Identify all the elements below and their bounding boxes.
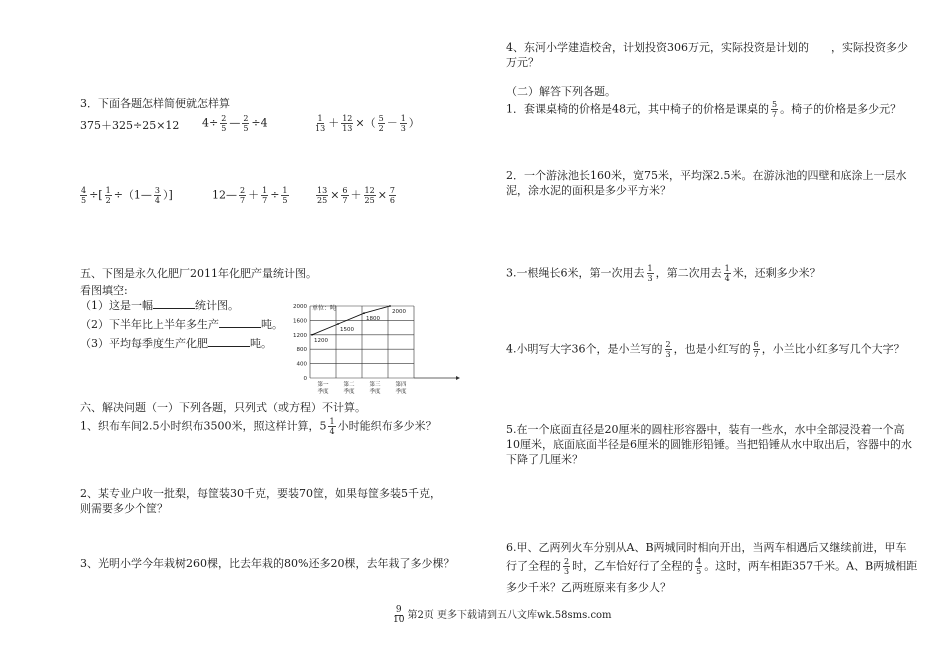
chart-x-labels [317,380,407,395]
chart-y-ticks [293,304,308,382]
chart-unit-label: 单位：吨 [312,305,337,312]
series-point [311,334,313,336]
expr-1a: 375＋325÷25×12 [80,119,180,132]
data-label: 1500 [340,327,354,333]
x-tick-label: 第一 [317,382,329,388]
data-label: 2000 [392,309,406,315]
q6-item-2: 2、某专业户收一批梨，每筐装30千克，要装70筐，如果每筐多装5千克，则需要多少个筐？ [80,487,441,515]
problem-3: 3.一根绳长6米，第一次用去 $\frac{1}{3}$ ，第二次用去 $\frac{1}{4}$ 米，还剩多少米？ [506,264,821,283]
y-tick-label: 2000 [293,304,307,310]
x-tick-label: 季度 [369,389,381,395]
q6-item-3: 3、光明小学今年栽树260棵，比去年栽的80%还多20棵，去年栽了多少棵？ [80,557,455,570]
expr-2c: $\frac{13}{25}$ × $\frac{6}{7}$ ＋ $\frac{12}{25}$ × $\frac{7}{6}$ [317,186,395,205]
expr-2a: $\frac{4}{5}$ ÷[ $\frac{1}{2}$ ÷（1— $\frac{3}{4}$ ）] [81,186,173,205]
page-fraction: $\frac{9}{10}$ [393,605,405,625]
x-tick-label: 季度 [395,389,407,395]
production-line-chart [280,298,470,410]
q5-subtitle: 看图填空: [80,284,128,297]
x-tick-label: 第四 [395,382,407,388]
y-tick-label: 0 [303,376,307,382]
y-tick-label: 1600 [293,318,307,325]
series-point [337,323,339,325]
problem-6-line-1: 6.甲、乙两列火车分别从A、B两城同时相向开出，当两车相遇后又继续前进，甲车 [506,541,907,554]
series-point [389,305,391,307]
data-label: 1200 [314,337,328,344]
q5-item-3: （3）平均每季度生产化肥 吨。 [80,337,272,350]
footer-text: 第2页 更多下载请到五八文库wk.58sms.com [407,610,612,621]
chart-grid [310,306,460,380]
x-tick-label: 季度 [317,389,329,395]
q6-item-1: 1、织布车间2.5小时织布3500米，照这样计算，5 $\frac{1}{4}$ 小时能织布多少米？ [80,417,437,436]
y-tick-label: 800 [296,347,307,354]
problem-1: 1．套课桌椅的价格是48元，其中椅子的价格是课桌的 $\frac{5}{7}$ 。椅子的价格是多少元？ [506,100,902,119]
q5-item-2: （2）下半年比上半年多生产 吨。 [80,318,283,331]
data-label: 1800 [366,316,380,323]
problem-6-line-3: 多少千米？乙两班原来有多少人？ [506,581,671,594]
expr-1c: $\frac{1}{13}$ ＋ $\frac{12}{13}$ ×（ $\frac{5}{2}$ － $\frac{1}{3}$ ） [315,114,420,133]
x-tick-label: 季度 [343,389,355,395]
problem-2: 2．一个游泳池长160米，宽75米，平均深2.5米。在游泳池的四壁和底涂上一层水泥，涂水泥的面积是多少平方米？ [506,169,907,197]
q3-title: 3．下面各题怎样简便就怎样算 [80,97,230,110]
q6-title: 六、解决问题（一）下列各题，只列式（或方程）不计算。 [80,401,366,414]
problem-6-line-2: 行了全程的 $\frac{2}{3}$ 时，乙车恰好行了全程的 $\frac{4}{5}$ 。这时，两车相距357千米。A、B两城相距 [506,557,918,576]
expr-2b: 12— $\frac{2}{7}$ ＋ $\frac{1}{7}$ ÷ $\frac{1}{5}$ [212,186,288,205]
section-2-title: （二）解答下列各题。 [506,85,616,98]
x-tick-label: 第二 [343,382,355,388]
series-point [363,312,365,314]
y-tick-label: 400 [296,361,307,368]
q5-title: 五、下图是永久化肥厂2011年化肥产量统计图。 [80,267,317,280]
expr-1b: 4÷ $\frac{2}{5}$ — $\frac{2}{5}$ ÷4 [202,114,268,133]
problem-5: 5.在一个底面直径是20厘米的圆柱形容器中，装有一些水，水中全部浸没着一个高10厘米，底面底面半径是6厘米的圆锥形铅锤。当把铅锤从水中取出后，容器中的水下降了几厘米？ [506,423,912,466]
page-footer [390,606,612,625]
y-tick-label: 1200 [293,332,307,339]
q5-item-1: （1）这是一幅 统计图。 [80,299,239,312]
x-tick-label: 第三 [369,382,381,388]
q4: 4、东河小学建造校舍，计划投资306万元，实际投资是计划的 ，实际投资多少万元？ [506,41,908,69]
x-axis-arrow-icon [456,376,460,380]
problem-4: 4.小明写大字36个，是小兰写的 $\frac{2}{3}$ ，也是小红写的 $\frac{6}{7}$ ，小兰比小红多写几个大字？ [506,340,905,359]
